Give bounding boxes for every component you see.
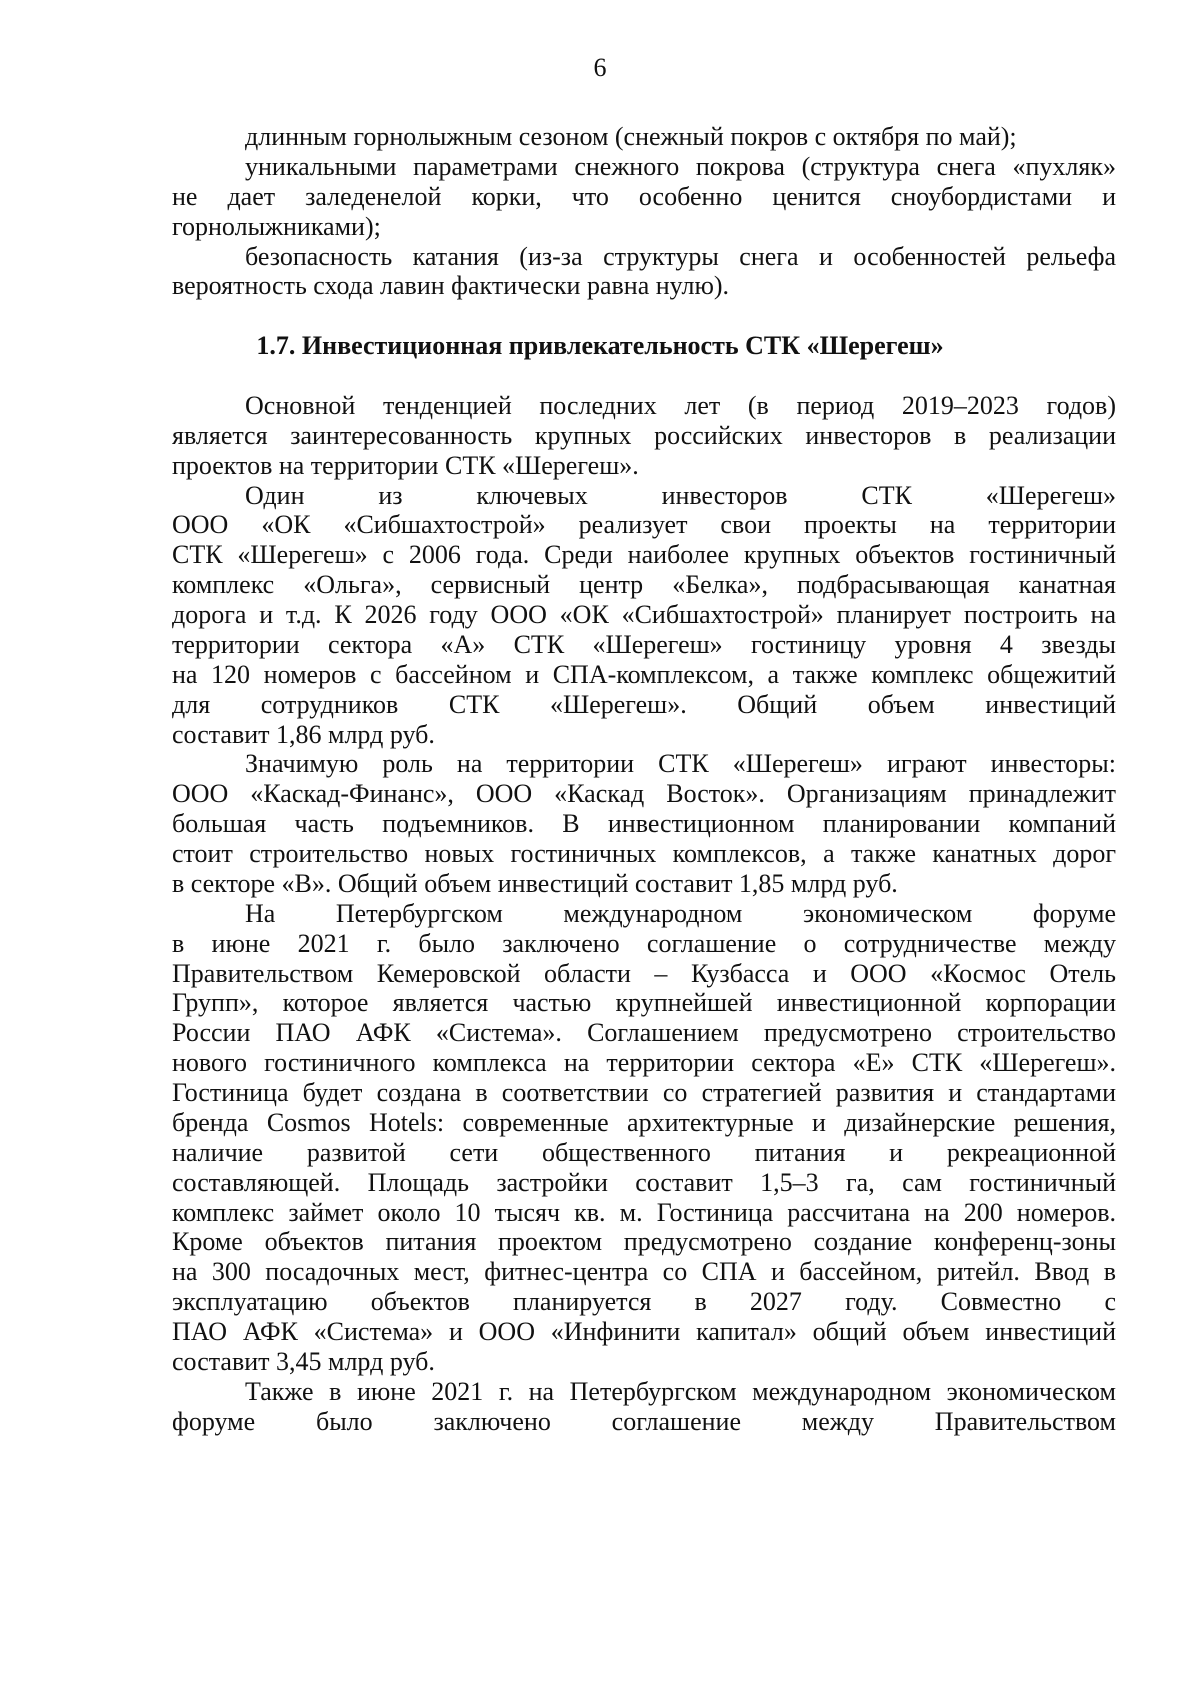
text-line: проектов на территории СТК «Шерегеш».	[172, 450, 639, 480]
text-line: составит 3,45 млрд руб.	[172, 1346, 435, 1376]
text-line: Групп», которое является частью крупнейшей инвестиционной корпорации	[172, 988, 1116, 1018]
paragraph	[172, 899, 1116, 1377]
text-line: Значимую роль на территории СТК «Шерегеш» играют инвесторы:	[245, 749, 1116, 779]
text-line: Кроме объектов питания проектом предусмотрено создание конференц-зоны	[172, 1227, 1116, 1257]
text-line: территории сектора «А» СТК «Шерегеш» гостиницу уровня 4 звезды	[172, 629, 1116, 659]
text-line: Правительством Кемеровской области – Кузбасса и ООО «Космос Отель	[172, 958, 1116, 988]
text-line: составит 1,86 млрд руб.	[172, 719, 435, 749]
text-line: ПАО АФК «Система» и ООО «Инфинити капитал» общий объем инвестиций	[172, 1317, 1116, 1346]
text-line: на 300 посадочных мест, фитнес-центра со СПА и бассейном, ритейл. Ввод в	[172, 1257, 1116, 1287]
paragraph	[172, 152, 1116, 242]
text-line: в июне 2021 г. было заключено соглашение о сотрудничестве между	[172, 928, 1116, 958]
section-heading: 1.7. Инвестиционная привлекательность СТК «Шерегеш»	[256, 331, 944, 361]
text-line: является заинтересованность крупных российских инвесторов в реализации	[172, 420, 1116, 450]
text-line: уникальными параметрами снежного покрова (структура снега «пухляк»	[245, 151, 1116, 181]
text-line: вероятность схода лавин фактически равна нулю).	[172, 271, 730, 301]
text-line: для сотрудников СТК «Шерегеш». Общий объем инвестиций	[172, 689, 1116, 719]
paragraph	[172, 1377, 1116, 1437]
paragraph	[172, 749, 1116, 898]
text-line: На Петербургском международном экономическом форуме	[245, 898, 1116, 928]
paragraph	[172, 391, 1116, 481]
text-line: Основной тенденцией последних лет (в период 2019–2023 годов)	[245, 390, 1116, 420]
text-line: России ПАО АФК «Система». Соглашением предусмотрено строительство	[172, 1018, 1116, 1048]
text-line: СТК «Шерегеш» с 2006 года. Среди наиболее крупных объектов гостиничный	[172, 540, 1116, 570]
text-line: комплекс займет около 10 тысяч кв. м. Гостиница рассчитана на 200 номеров.	[172, 1197, 1116, 1227]
text-line: длинным горнолыжным сезоном (снежный покров с октября по май);	[245, 122, 1017, 151]
paragraph	[172, 481, 1116, 750]
text-line: бренда Cosmos Hotels: современные архитектурные и дизайнерские решения,	[172, 1107, 1116, 1137]
text-line: горнолыжниками);	[172, 211, 381, 241]
text-line: форуме было заключено соглашение между Правительством	[172, 1406, 1116, 1436]
paragraph	[172, 242, 1116, 302]
text-line: в секторе «В». Общий объем инвестиций составит 1,85 млрд руб.	[172, 868, 898, 898]
page-number: 6	[593, 53, 607, 82]
text-line: на 120 номеров с бассейном и СПА-комплексом, а также комплекс общежитий	[172, 659, 1116, 689]
text-line: нового гостиничного комплекса на территории сектора «Е» СТК «Шерегеш».	[172, 1048, 1116, 1078]
text-line: составляющей. Площадь застройки составит 1,5–3 га, сам гостиничный	[172, 1167, 1116, 1197]
text-line: большая часть подъемников. В инвестиционном планировании компаний	[172, 809, 1116, 839]
text-line: Также в июне 2021 г. на Петербургском международном экономическом	[245, 1376, 1116, 1406]
paragraph	[172, 122, 1116, 152]
text-line: ООО «Каскад-Финанс», ООО «Каскад Восток». Организациям принадлежит	[172, 779, 1116, 809]
text-line: дорога и т.д. К 2026 году ООО «ОК «Сибшахтострой» планирует построить на	[172, 600, 1116, 629]
text-line: Гостиница будет создана в соответствии со стратегией развития и стандартами	[172, 1078, 1116, 1107]
text-line: стоит строительство новых гостиничных комплексов, а также канатных дорог	[172, 839, 1116, 868]
page-body	[172, 122, 1116, 1437]
text-line: наличие развитой сети общественного питания и рекреационной	[172, 1137, 1116, 1167]
text-line: ООО «ОК «Сибшахтострой» реализует свои проекты на территории	[172, 510, 1116, 540]
text-line: комплекс «Ольга», сервисный центр «Белка», подбрасывающая канатная	[172, 570, 1116, 600]
text-line: безопасность катания (из-за структуры снега и особенностей рельефа	[245, 241, 1116, 271]
text-line: Один из ключевых инвесторов СТК «Шерегеш»	[245, 480, 1116, 510]
text-line: не дает заледенелой корки, что особенно ценится сноубордистами и	[172, 181, 1116, 211]
text-line: эксплуатацию объектов планируется в 2027 году. Совместно с	[172, 1287, 1116, 1317]
